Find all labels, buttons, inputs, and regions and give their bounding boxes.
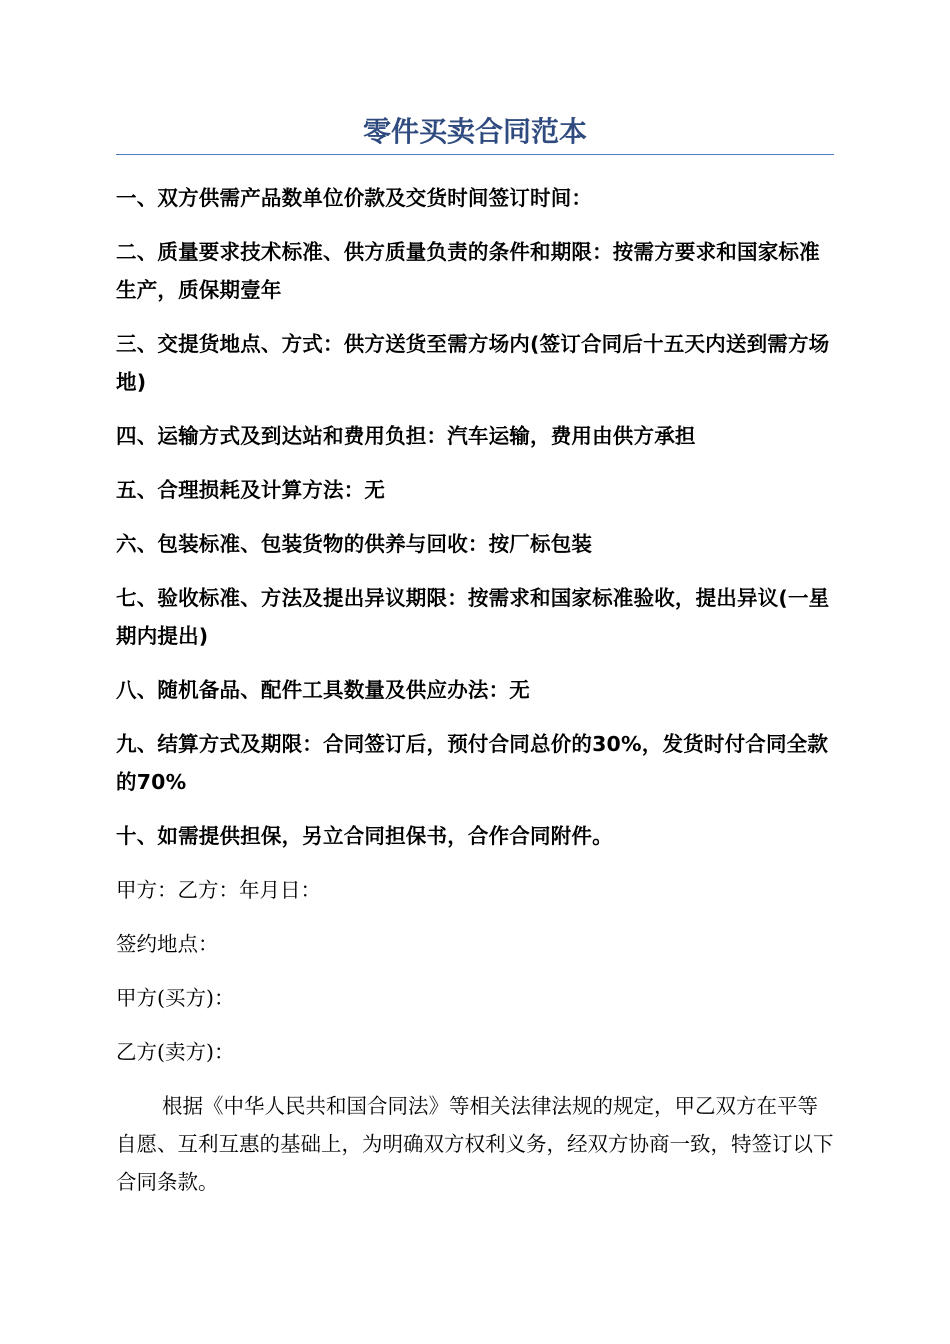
party-b-label: 乙方(卖方)：: [116, 1040, 235, 1064]
signature-line: 甲方：乙方：年月日：: [116, 878, 321, 902]
clause-8: 八、随机备品、配件工具数量及供应办法：无: [116, 678, 530, 702]
clause-6: 六、包装标准、包装货物的供养与回收：按厂标包装: [116, 532, 593, 556]
signing-place: 签约地点：: [116, 932, 219, 956]
clause-10: 十、如需提供担保，另立合同担保书，合作合同附件。: [116, 824, 613, 848]
clause-1: 一、双方供需产品数单位价款及交货时间签订时间：: [116, 186, 593, 210]
clause-3: 三、交提货地点、方式：供方送货至需方场内(签订合同后十五天内送到需方场地): [116, 332, 830, 394]
clause-list: [116, 179, 834, 855]
document-page: [116, 112, 834, 1201]
clause-7: 七、验收标准、方法及提出异议期限：按需求和国家标准验收，提出异议(一星期内提出): [116, 586, 830, 648]
party-a-label: 甲方(买方)：: [116, 986, 235, 1010]
clause-2: 二、质量要求技术标准、供方质量负责的条件和期限：按需方要求和国家标准生产，质保期壹年: [116, 240, 820, 302]
clause-4: 四、运输方式及到达站和费用负担：汽车运输，费用由供方承担: [116, 424, 696, 448]
preamble-paragraph: 根据《中华人民共和国合同法》等相关法律法规的规定，甲乙双方在平等自愿、互利互惠的基础上，为明确双方权利义务，经双方协商一致，特签订以下合同条款。: [116, 1094, 834, 1194]
clause-5: 五、合理损耗及计算方法：无: [116, 478, 386, 502]
document-title: 零件买卖合同范本: [116, 112, 834, 155]
clause-9: 九、结算方式及期限：合同签订后，预付合同总价的30%，发货时付合同全款的70%: [116, 732, 829, 794]
